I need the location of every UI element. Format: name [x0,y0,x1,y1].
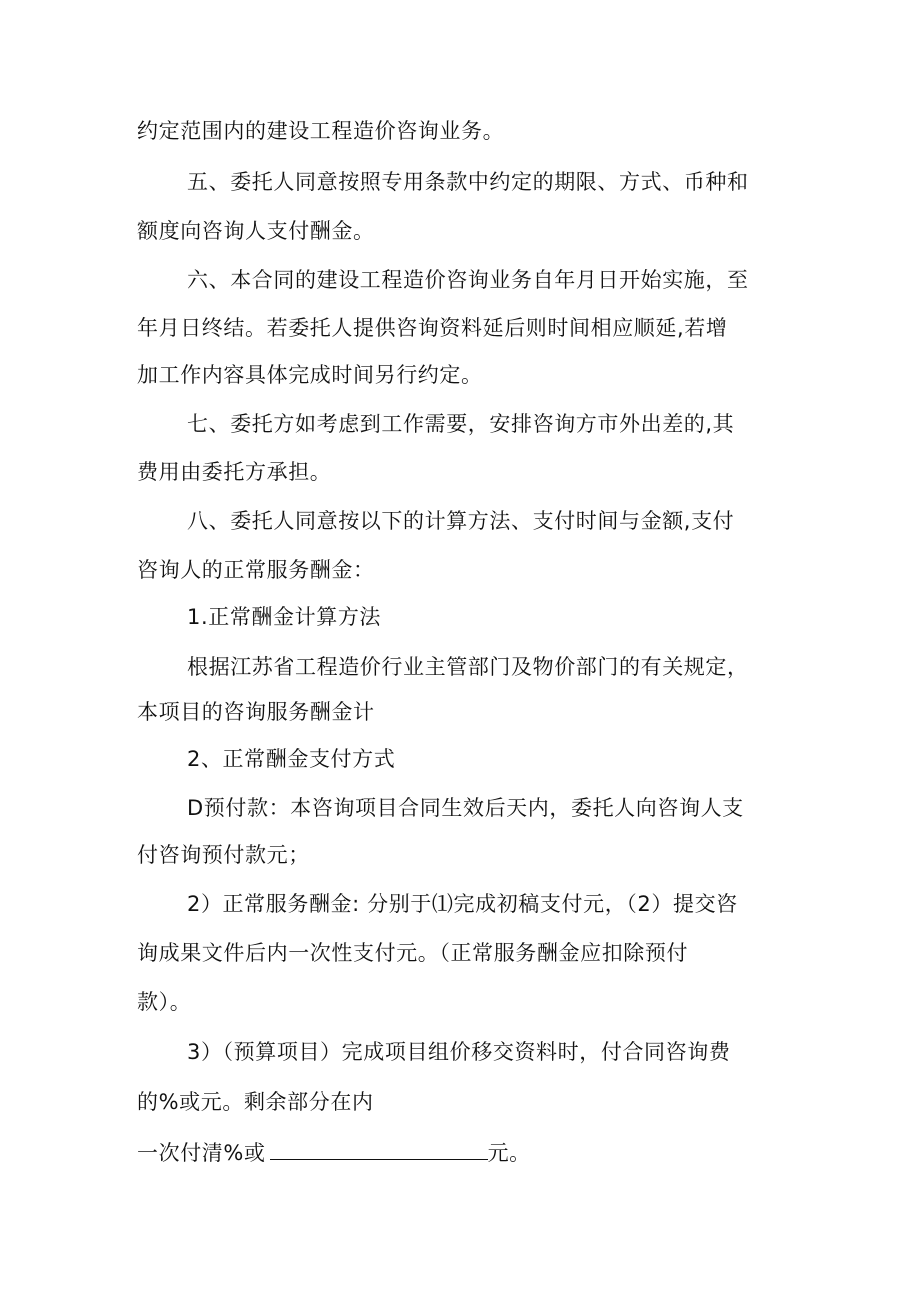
text-line: 付咨询预付款元； [137,843,310,867]
fill-in-suffix: 元。 [487,1141,531,1165]
text-line: 1.正常酬金计算方法 [187,605,382,629]
text-line: 咨询人的正常服务酬金： [137,558,375,582]
text-line: 费用由委托方承担。 [137,460,332,484]
text-line: 本项目的咨询服务酬金计 [137,700,375,724]
text-line: 七、委托方如考虑到工作需要，安排咨询方市外出差的,其 [187,412,735,436]
text-line: 八、委托人同意按以下的计算方法、支付时间与金额,支付 [187,509,735,533]
text-line: 3）（预算项目）完成项目组价移交资料时，付合同咨询费 [187,1040,731,1064]
text-line: 2）正常服务酬金: 分别于⑴完成初稿支付元，（2）提交咨 [187,892,738,916]
text-line: 款）。 [137,990,192,1014]
text-line: 询成果文件后内一次性支付元。（正常服务酬金应扣除预付 [137,941,689,965]
fill-in-prefix: 一次付清%或 [137,1141,266,1165]
text-line: D预付款：本咨询项目合同生效后天内，委托人向咨询人支 [187,796,744,820]
text-line: 年月日终结。若委托人提供咨询资料延后则时间相应顺延,若增 [137,316,728,340]
text-line: 2、正常酬金支付方式 [187,747,396,771]
text-line: 加工作内容具体完成时间另行约定。 [137,363,483,387]
fill-in-line [137,1141,531,1164]
text-line: 额度向咨询人支付酬金。 [137,219,375,243]
text-line: 的%或元。剩余部分在内 [137,1090,374,1114]
blank-underline[interactable] [270,1141,488,1160]
text-line: 约定范围内的建设工程造价咨询业务。 [137,119,505,143]
text-line: 五、委托人同意按照专用条款中约定的期限、方式、币种和 [187,170,749,194]
text-line: 根据江苏省工程造价行业主管部门及物价部门的有关规定， [187,655,749,679]
text-line: 六、本合同的建设工程造价咨询业务自年月日开始实施，至 [187,268,749,292]
